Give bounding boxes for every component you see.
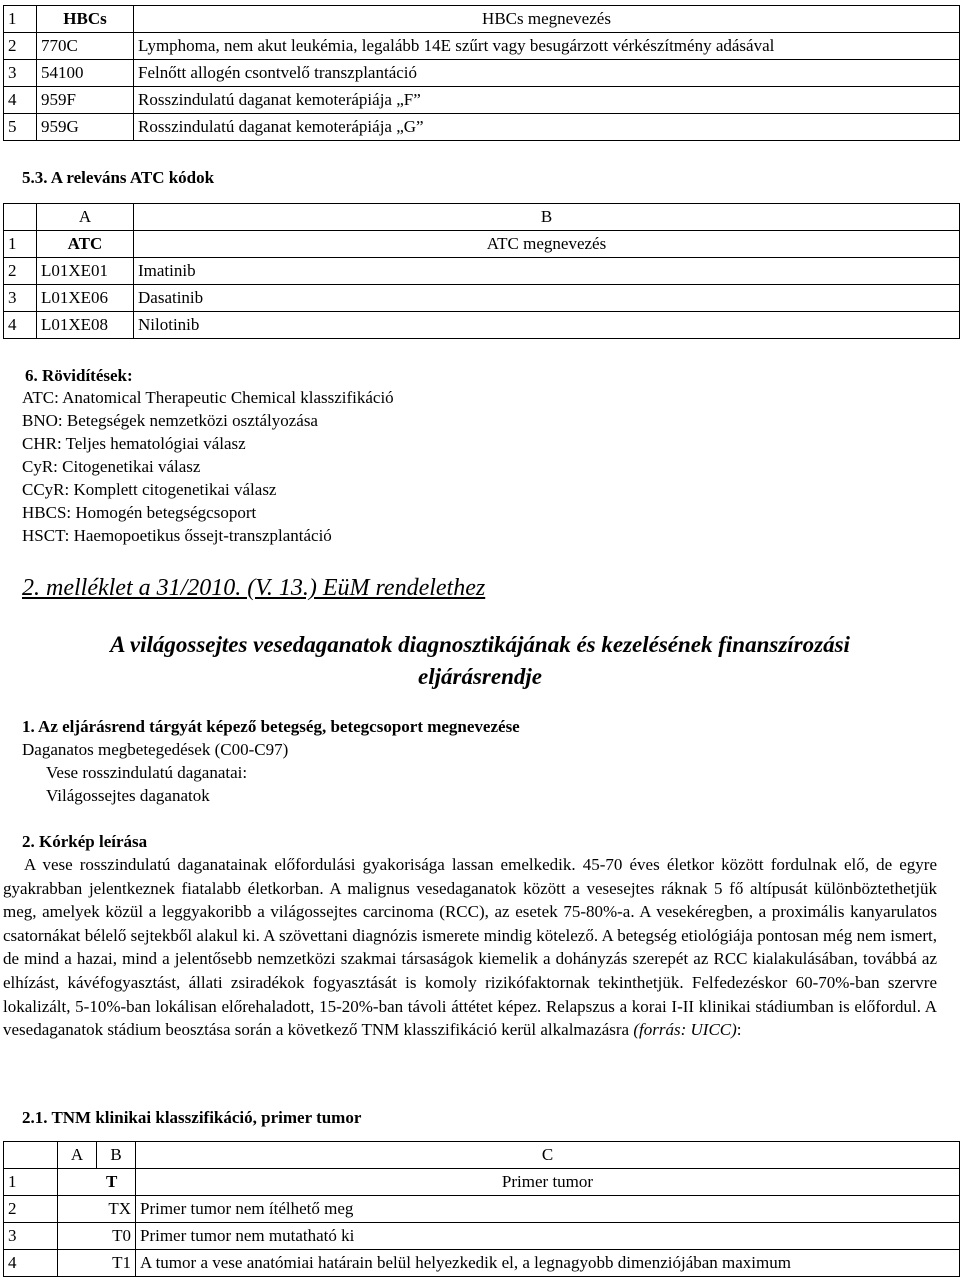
table-header-row (4, 1169, 960, 1196)
abbreviation-item: HSCT: Haemopoetikus őssejt-transzplantáció (22, 526, 332, 545)
table-row (4, 285, 960, 312)
tnm-code: T1 (58, 1250, 136, 1277)
table-row (4, 1250, 960, 1277)
column-letter-b: B (97, 1142, 136, 1169)
abbreviation-item: CCyR: Komplett citogenetikai válasz (22, 480, 277, 499)
atc-name: Imatinib (134, 258, 960, 285)
abbreviation-item: HBCS: Homogén betegségcsoport (22, 503, 257, 522)
document-title: A világossejtes vesedaganatok diagnosztikájának és kezelésének finanszírozási (110, 632, 850, 657)
row-number: 4 (4, 1250, 58, 1277)
row-number: 1 (4, 231, 37, 258)
table-row (4, 1223, 960, 1250)
tnm-description: Primer tumor nem ítélhető meg (136, 1196, 960, 1223)
empty-cell (4, 1142, 58, 1169)
annex-title: 2. melléklet a 31/2010. (V. 13.) EüM rendelethez (22, 575, 486, 601)
table-row (4, 114, 960, 141)
tnm-code: TX (58, 1196, 136, 1223)
tnm-code: T0 (58, 1223, 136, 1250)
column-header-hbcs: HBCs (37, 6, 134, 33)
abbreviation-item: BNO: Betegségek nemzetközi osztályozása (22, 411, 318, 430)
column-letter-row (4, 1142, 960, 1169)
table-row (4, 312, 960, 339)
row-number: 4 (4, 87, 37, 114)
row-number: 3 (4, 60, 37, 87)
row-number: 3 (4, 285, 37, 312)
hbcs-code: 54100 (37, 60, 134, 87)
table-header-row (4, 231, 960, 258)
atc-code: L01XE06 (37, 285, 134, 312)
tnm-description: A tumor a vese anatómiai határain belül helyezkedik el, a legnagyobb dimenziójában maximum (136, 1250, 960, 1277)
abbreviation-item: ATC: Anatomical Therapeutic Chemical klasszifikáció (22, 388, 394, 407)
column-letter-b: B (134, 204, 960, 231)
section-2-1-heading: 2.1. TNM klinikai klasszifikáció, primer tumor (22, 1108, 362, 1127)
column-letter-row (4, 204, 960, 231)
atc-name: Nilotinib (134, 312, 960, 339)
section-1-line: Vese rosszindulatú daganatai: (46, 763, 248, 782)
hbcs-code: 959G (37, 114, 134, 141)
document-title-continued: eljárásrendje (418, 664, 542, 689)
atc-name: Dasatinib (134, 285, 960, 312)
hbcs-name: Rosszindulatú daganat kemoterápiája „F” (134, 87, 960, 114)
column-header-name: HBCs megnevezés (134, 6, 960, 33)
tnm-description: Primer tumor nem mutatható ki (136, 1223, 960, 1250)
row-number: 1 (4, 1169, 58, 1196)
row-number: 1 (4, 6, 37, 33)
hbcs-name: Lymphoma, nem akut leukémia, legalább 14E szűrt vagy besugárzott vérkészítmény adásával (134, 33, 960, 60)
section-1-line: Daganatos megbetegedések (C00-C97) (22, 740, 289, 759)
table-row (4, 258, 960, 285)
row-number: 3 (4, 1223, 58, 1250)
row-number: 2 (4, 33, 37, 60)
row-number: 4 (4, 312, 37, 339)
abbreviations-heading: 6. Rövidítések: (25, 366, 133, 385)
column-header-atc: ATC (37, 231, 134, 258)
table-row (4, 33, 960, 60)
atc-section-heading: 5.3. A releváns ATC kódok (22, 168, 215, 187)
table-header-row (4, 6, 960, 33)
hbcs-name: Felnőtt allogén csontvelő transzplantáció (134, 60, 960, 87)
section-1-line: Világossejtes daganatok (46, 786, 210, 805)
atc-table (3, 203, 960, 339)
hbcs-table (3, 5, 960, 141)
section-2-paragraph (3, 853, 937, 1042)
column-letter-c: C (136, 1142, 960, 1169)
abbreviation-item: CyR: Citogenetikai válasz (22, 457, 201, 476)
section-2-heading: 2. Kórkép leírása (22, 832, 148, 851)
section-1-heading: 1. Az eljárásrend tárgyát képező betegség, betegcsoport megnevezése (22, 717, 520, 736)
table-row (4, 87, 960, 114)
column-header-t: T (58, 1169, 136, 1196)
section-2-end: : (736, 1020, 742, 1040)
column-letter-a: A (37, 204, 134, 231)
row-number: 5 (4, 114, 37, 141)
tnm-table (3, 1141, 960, 1277)
column-letter-a: A (58, 1142, 97, 1169)
section-2-text: A vese rosszindulatú daganatainak előfordulási gyakorisága lassan emelkedik. 45-70 éves életkor között fordulnak elő, de egyre gyakrabban jelentkeznek fiatalabb életkorban. A malignus vesedaganatok között a vesesejtes ráknak 5 fő altípusát különböztethetjük meg, amelyek közül a leggyakoribb a világossejtes carcinoma (RCC), az esetek 75-80%-a. A vesekéregben, a proximális kanyarulatos csatornákat bélelő sejtekből alakul ki. A szövettani diagnózis ismerete mindig kötelező. A betegség etiológiája pontosan még nem ismert, de mind a hazai, mind a jelentősebb nemzetközi szakmai társaságok kiemelik a dohányzás szerepét az RCC kialakulásában, továbbá az elhízást, kávéfogyasztást, állati zsiradékok fogyasztását is komoly rizikófaktornak tekinthetjük. Felfedezéskor 60-70%-ban szervre lokalizált, 5-10%-ban lokálisan előrehaladott, 15-20%-ban távoli áttétet képez. Relapszus a korai I-II klinikai stádiumban is előfordul. A vesedaganatok stádium beosztása során a következő TNM klasszifikáció kerül alkalmazásra (3, 855, 937, 1040)
row-number: 2 (4, 258, 37, 285)
row-number: 2 (4, 1196, 58, 1223)
abbreviation-item: CHR: Teljes hematológiai válasz (22, 434, 246, 453)
hbcs-code: 770C (37, 33, 134, 60)
empty-cell (4, 204, 37, 231)
hbcs-code: 959F (37, 87, 134, 114)
table-row (4, 60, 960, 87)
table-row (4, 1196, 960, 1223)
hbcs-name: Rosszindulatú daganat kemoterápiája „G” (134, 114, 960, 141)
atc-code: L01XE01 (37, 258, 134, 285)
atc-code: L01XE08 (37, 312, 134, 339)
column-header-atc-name: ATC megnevezés (134, 231, 960, 258)
column-header-primer-tumor: Primer tumor (136, 1169, 960, 1196)
section-2-source: (forrás: UICC) (633, 1020, 737, 1040)
